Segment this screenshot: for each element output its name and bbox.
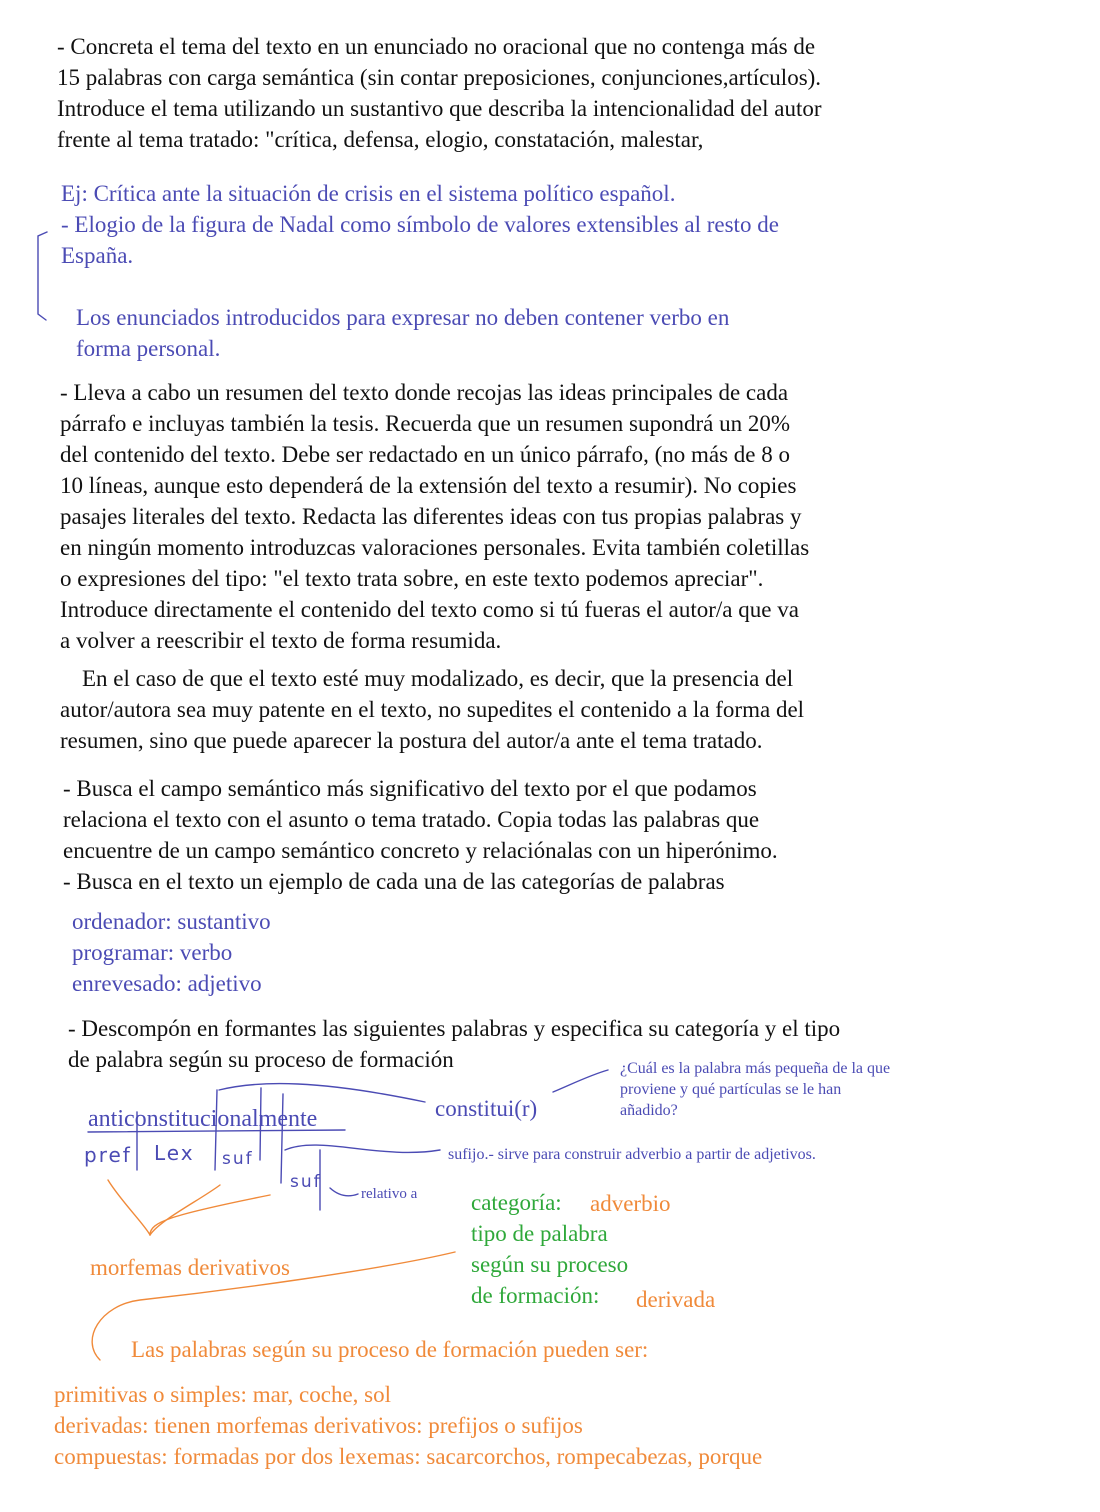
text-line: pasajes literales del texto. Redacta las diferentes ideas con tus propias palabras y [60,504,802,529]
text-line: Introduce directamente el contenido del texto como si tú fueras el autor/a que va [60,597,799,622]
text-line: a volver a reescribir el texto de forma resumida. [60,628,502,653]
text-line: encuentre de un campo semántico concreto y relaciónalas con un hiperónimo. [63,838,778,863]
text-line: - Busca el campo semántico más significativo del texto por el que podamos [63,776,757,801]
example-line: Ej: Crítica ante la situación de crisis en el sistema político español. [61,181,676,206]
type-item: derivadas: tienen morfemas derivativos: prefijos o sufijos [54,1413,583,1438]
category-example: ordenador: sustantivo [72,909,271,934]
example-line: - Elogio de la figura de Nadal como símbolo de valores extensibles al resto de [61,212,779,237]
type-item: primitivas o simples: mar, coche, sol [54,1382,391,1407]
suffix-part: cion [200,1106,242,1132]
text-line: - Concreta el tema del texto en un enunciado no oracional que no contenga más de [57,34,816,59]
tipo-line: tipo de palabra [471,1221,608,1246]
morfemas-arrow [150,1195,270,1235]
text-line: - Descompón en formantes las siguientes palabras y especifica su categoría y el tipo [68,1016,841,1041]
prefix-part: anti [88,1106,124,1132]
text-line: - Lleva a cabo un resumen del texto donde recojas las ideas principales de cada [60,380,789,405]
types-list [54,1379,762,1472]
semantic-paragraph [63,773,778,897]
modal-paragraph [60,663,804,756]
hand-label-suf-2: suf [290,1172,322,1192]
tipo-label [471,1218,628,1311]
relativo-note: relativo a [361,1186,418,1202]
text-line: - Busca en el texto un ejemplo de cada una de las categorías de palabras [63,869,725,894]
root-word: constitui(r) [435,1096,538,1121]
tipo-line: de formación: [471,1283,600,1308]
example-line: España. [61,243,134,268]
summary-paragraph [60,377,809,656]
text-line: de palabra según su proceso de formación [68,1047,454,1072]
relativo-curve [330,1188,358,1196]
categoria-label: categoría: [471,1190,562,1215]
text-line: relaciona el texto con el asunto o tema tratado. Copia todas las palabras que [63,807,760,832]
hand-label-suf: suf [222,1149,254,1169]
suffix-note: sufijo.- sirve para construir adverbio a partir de adjetivos. [448,1146,816,1163]
tipo-line: según su proceso [471,1252,629,1277]
root-question [620,1058,890,1121]
morfemas-arrow [108,1180,150,1235]
category-example: programar: verbo [72,940,233,965]
question-line: ¿Cuál es la palabra más pequeña de la que [620,1060,891,1077]
hand-label-pref: pref [84,1143,132,1167]
categories-examples [72,906,271,999]
note-line: Los enunciados introducidos para expresar no deben contener verbo en [76,305,730,330]
suffix-part: al [241,1106,259,1132]
text-line: 10 líneas, aunque esto dependerá de la extensión del texto a resumir). No copies [60,473,797,498]
text-line: frente al tema tratado: "crítica, defensa, elogio, constatación, malestar, [57,127,704,152]
root-curve [219,1084,425,1102]
question-line: proviene y qué partículas se le han [620,1081,842,1098]
text-line: del contenido del texto. Debe ser redactado en un único párrafo, (no más de 8 o [60,442,790,467]
morfemas-label: morfemas derivativos [90,1255,290,1280]
hand-label-lex: Lex [154,1141,195,1165]
examples-block [61,178,779,271]
decomposed-word [88,1104,317,1135]
morfemas-arrow [150,1185,220,1235]
text-line: En el caso de que el texto esté muy modalizado, es decir, que la presencia del [82,666,794,691]
note-line: forma personal. [76,336,221,361]
examples-note [76,302,729,364]
question-line: añadido? [620,1102,678,1119]
text-line: autor/autora sea muy patente en el texto, no supedites el contenido a la forma del [60,697,805,722]
text-line: párrafo e incluyas también la tesis. Recuerda que un resumen supondrá un 20% [60,411,791,436]
text-line: Introduce el tema utilizando un sustantivo que describa la intencionalidad del autor [57,96,822,121]
text-line: resumen, sino que puede aparecer la postura del autor/a ante el tema tratado. [60,728,763,753]
categoria-value: adverbio [590,1191,671,1216]
tipo-value: derivada [636,1287,716,1312]
text-line: en ningún momento introduzcas valoraciones personales. Evita también coletillas [60,535,810,560]
category-example: enrevesado: adjetivo [72,971,262,996]
suffix-curve [285,1145,440,1152]
text-line: 15 palabras con carga semántica (sin contar preposiciones, conjunciones,artículos). [57,65,822,90]
type-item: compuestas: formadas por dos lexemas: sacarcorchos, rompecabezas, porque [54,1444,763,1469]
types-heading: Las palabras según su proceso de formación pueden ser: [131,1337,649,1362]
text-line: o expresiones del tipo: "el texto trata sobre, en este texto podemos apreciar". [60,566,764,591]
intro-paragraph [57,31,822,155]
lexeme-part: constitu [124,1106,200,1132]
suffix-part: mente [258,1106,318,1132]
examples-bracket [38,232,47,320]
